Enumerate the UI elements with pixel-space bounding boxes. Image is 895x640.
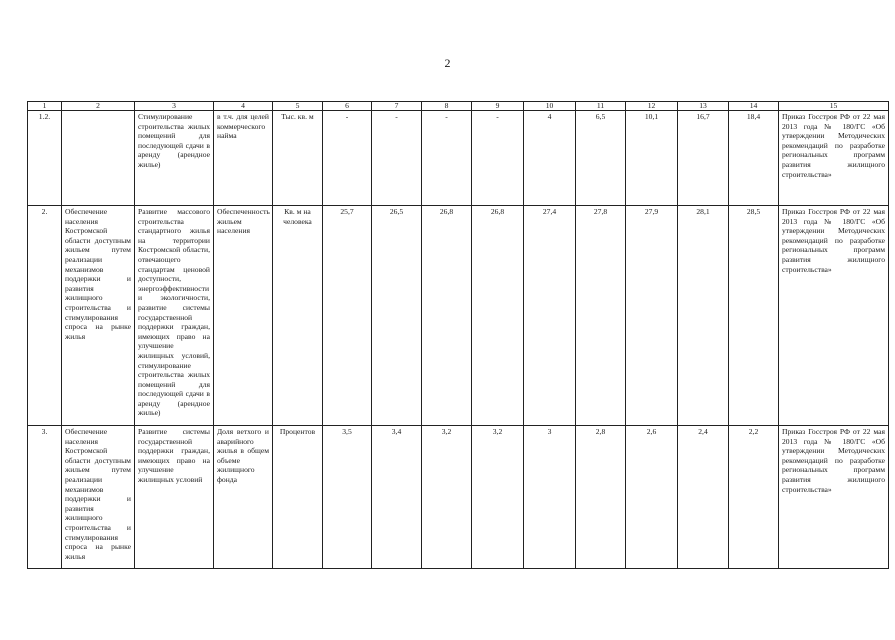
table-row bbox=[28, 426, 889, 569]
column-header: 9 bbox=[472, 102, 524, 111]
column-number-row bbox=[28, 102, 889, 111]
row-value: 28,5 bbox=[729, 206, 779, 426]
row-value: 3,5 bbox=[323, 426, 372, 569]
row-source: Приказ Госстроя РФ от 22 мая 2013 года № 180/ГС «Об утверждении Методических рекомендаций по разработке региональных программ развития жилищного строительства» bbox=[779, 206, 889, 426]
row-task: Развитие системы государственной поддержки граждан, имеющих право на улучшение жилищных условий bbox=[135, 426, 214, 569]
row-value: 26,8 bbox=[422, 206, 472, 426]
column-header: 2 bbox=[62, 102, 135, 111]
row-indicator: в т.ч. для целей коммерческого найма bbox=[214, 111, 273, 206]
row-task: Развитие массового строительства стандартного жилья на территории Костромской области, отвечающего стандартам ценовой доступности, энергоэффективности и экологичности, развитие системы государственной поддержки граждан, имеющих право на улучшение жилищных условий, стимулирование строительства жилых помещений для последующей сдачи в аренду (арендное жилье) bbox=[135, 206, 214, 426]
row-unit: Тыс. кв. м bbox=[273, 111, 323, 206]
column-header: 12 bbox=[626, 102, 678, 111]
row-value: 3,2 bbox=[472, 426, 524, 569]
row-unit: Процентов bbox=[273, 426, 323, 569]
row-value: - bbox=[372, 111, 422, 206]
row-value: 26,8 bbox=[472, 206, 524, 426]
row-value: - bbox=[422, 111, 472, 206]
row-value: 28,1 bbox=[678, 206, 729, 426]
row-task: Стимулирование строительства жилых помещений для последующей сдачи в аренду (арендное жилье) bbox=[135, 111, 214, 206]
row-value: 26,5 bbox=[372, 206, 422, 426]
row-goal bbox=[62, 111, 135, 206]
row-value: - bbox=[323, 111, 372, 206]
row-value: 2,6 bbox=[626, 426, 678, 569]
column-header: 14 bbox=[729, 102, 779, 111]
table-row bbox=[28, 111, 889, 206]
column-header: 11 bbox=[576, 102, 626, 111]
row-value: 4 bbox=[524, 111, 576, 206]
row-goal: Обеспечение населения Костромской области доступным жильем путем реализации механизмов поддержки и развития жилищного строительства и стимулирования спроса на рынке жилья bbox=[62, 426, 135, 569]
row-value: 3,2 bbox=[422, 426, 472, 569]
column-header: 1 bbox=[28, 102, 62, 111]
row-goal: Обеспечение населения Костромской области доступным жильем путем реализации механизмов поддержки и развития жилищного строительства и стимулирования спроса на рынке жилья bbox=[62, 206, 135, 426]
row-value: 2,8 bbox=[576, 426, 626, 569]
column-header: 5 bbox=[273, 102, 323, 111]
column-header: 13 bbox=[678, 102, 729, 111]
row-unit: Кв. м на человека bbox=[273, 206, 323, 426]
row-value: 3,4 bbox=[372, 426, 422, 569]
row-value: - bbox=[472, 111, 524, 206]
row-value: 25,7 bbox=[323, 206, 372, 426]
column-header: 15 bbox=[779, 102, 889, 111]
row-value: 3 bbox=[524, 426, 576, 569]
row-value: 16,7 bbox=[678, 111, 729, 206]
row-number: 3. bbox=[28, 426, 62, 569]
column-header: 6 bbox=[323, 102, 372, 111]
row-source: Приказ Госстроя РФ от 22 мая 2013 года № 180/ГС «Об утверждении Методических рекомендаций по разработке региональных программ развития жилищного строительства» bbox=[779, 426, 889, 569]
page-number: 2 bbox=[444, 56, 451, 70]
indicators-table bbox=[27, 101, 889, 569]
row-value: 10,1 bbox=[626, 111, 678, 206]
column-header: 7 bbox=[372, 102, 422, 111]
row-value: 27,8 bbox=[576, 206, 626, 426]
table-row bbox=[28, 206, 889, 426]
column-header: 10 bbox=[524, 102, 576, 111]
column-header: 4 bbox=[214, 102, 273, 111]
row-indicator: Доля ветхого и аварийного жилья в общем объеме жилищного фонда bbox=[214, 426, 273, 569]
row-value: 27,4 bbox=[524, 206, 576, 426]
column-header: 3 bbox=[135, 102, 214, 111]
row-value: 27,9 bbox=[626, 206, 678, 426]
column-header: 8 bbox=[422, 102, 472, 111]
row-number: 2. bbox=[28, 206, 62, 426]
row-source: Приказ Госстроя РФ от 22 мая 2013 года № 180/ГС «Об утверждении Методических рекомендаций по разработке региональных программ развития жилищного строительства» bbox=[779, 111, 889, 206]
row-value: 18,4 bbox=[729, 111, 779, 206]
row-value: 2,2 bbox=[729, 426, 779, 569]
row-value: 2,4 bbox=[678, 426, 729, 569]
row-indicator: Обеспеченность жильем населения bbox=[214, 206, 273, 426]
row-number: 1.2. bbox=[28, 111, 62, 206]
row-value: 6,5 bbox=[576, 111, 626, 206]
